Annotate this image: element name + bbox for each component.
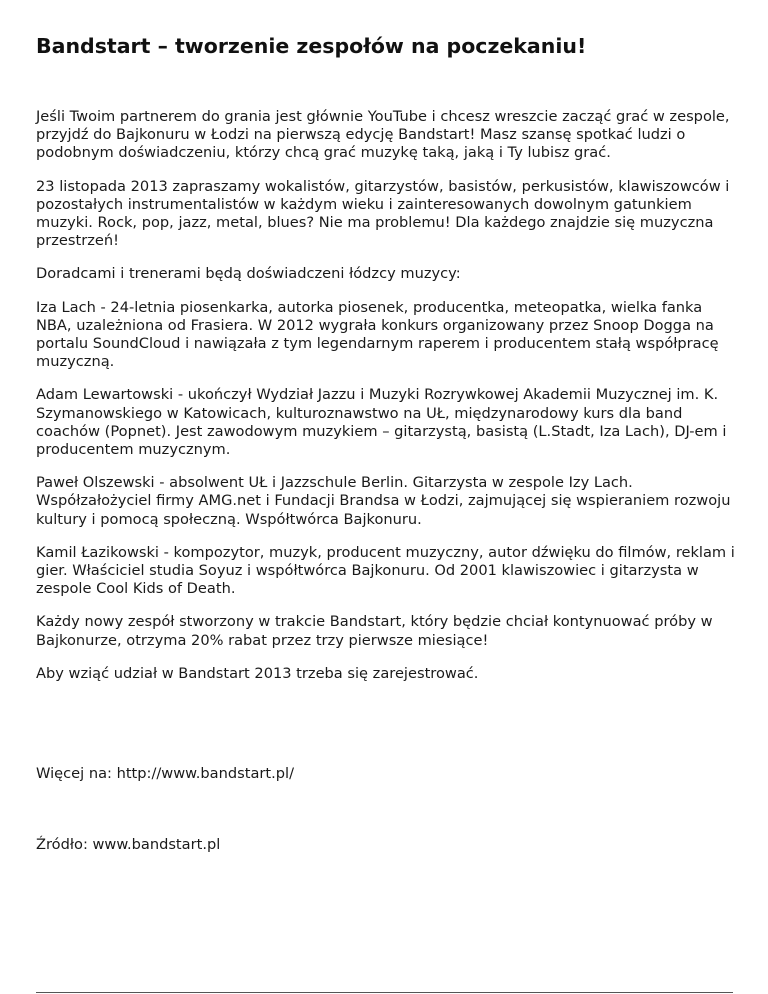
- footer-divider: [36, 992, 733, 993]
- paragraph-iza-lach: Iza Lach - 24-letnia piosenkarka, autorka piosenek, producentka, meteopatka, wielka fanka NBA, uzależniona od Frasiera. W 2012 wygrała konkurs organizowany przez Snoop Dogga na portalu SoundCloud i nawiązała z tym legendarnym raperem i producentem stałą współpracę muzyczną.: [36, 298, 719, 371]
- more-info-line: Więcej na: http://www.bandstart.pl/: [36, 765, 294, 782]
- article-body: [36, 108, 736, 698]
- paragraph-kamil-lazikowski: Kamil Łazikowski - kompozytor, muzyk, producent muzyczny, autor dźwięku do filmów, reklam i gier. Właściciel studia Soyuz i współtwórca Bajkonuru. Od 2001 klawiszowiec i gitarzysta w zespole Cool Kids of Death.: [36, 543, 735, 598]
- paragraph-coaches-intro: Doradcami i trenerami będą doświadczeni łódzcy muzycy:: [36, 265, 461, 283]
- paragraph-intro: Jeśli Twoim partnerem do grania jest głównie YouTube i chcesz wreszcie zacząć grać w zespole, przyjdź do Bajkonuru w Łodzi na pierwszą edycję Bandstart! Masz szansę spotkać ludzi o podobnym doświadczeniu, którzy chcą grać muzykę taką, jaką i Ty lubisz grać.: [36, 108, 730, 162]
- paragraph-invitation: 23 listopada 2013 zapraszamy wokalistów, gitarzystów, basistów, perkusistów, klawiszowców i pozostałych instrumentalistów w każdym wieku i zainteresowanych dowolnym gatunkiem muzyki. Rock, pop, jazz, metal, blues? Nie ma problemu! Dla każdego znajdzie się muzyczna przestrzeń!: [36, 177, 730, 250]
- page-title: Bandstart – tworzenie zespołów na poczekaniu!: [36, 34, 587, 58]
- source-line: Źródło: www.bandstart.pl: [36, 836, 221, 853]
- paragraph-discount: Każdy nowy zespół stworzony w trakcie Bandstart, który będzie chciał kontynuować próby w Bajkonurze, otrzyma 20% rabat przez trzy pierwsze miesiące!: [36, 613, 713, 649]
- paragraph-registration: Aby wziąć udział w Bandstart 2013 trzeba się zarejestrować.: [36, 664, 479, 682]
- paragraph-adam-lewartowski: Adam Lewartowski - ukończył Wydział Jazzu i Muzyki Rozrywkowej Akademii Muzycznej im. K. Szymanowskiego w Katowicach, kulturoznawstwo na UŁ, międzynarodowy kurs dla band coachów (Popnet). Jest zawodowym muzykiem – gitarzystą, basistą (L.Stadt, Iza Lach), DJ-em i producentem muzycznym.: [36, 386, 727, 459]
- paragraph-pawel-olszewski: Paweł Olszewski - absolwent UŁ i Jazzschule Berlin. Gitarzysta w zespole Izy Lach. Współzałożyciel firmy AMG.net i Fundacji Brandsa w Łodzi, zajmującej się wspieraniem rozwoju kultury i pomocą społeczną. Współtwórca Bajkonuru.: [36, 474, 731, 528]
